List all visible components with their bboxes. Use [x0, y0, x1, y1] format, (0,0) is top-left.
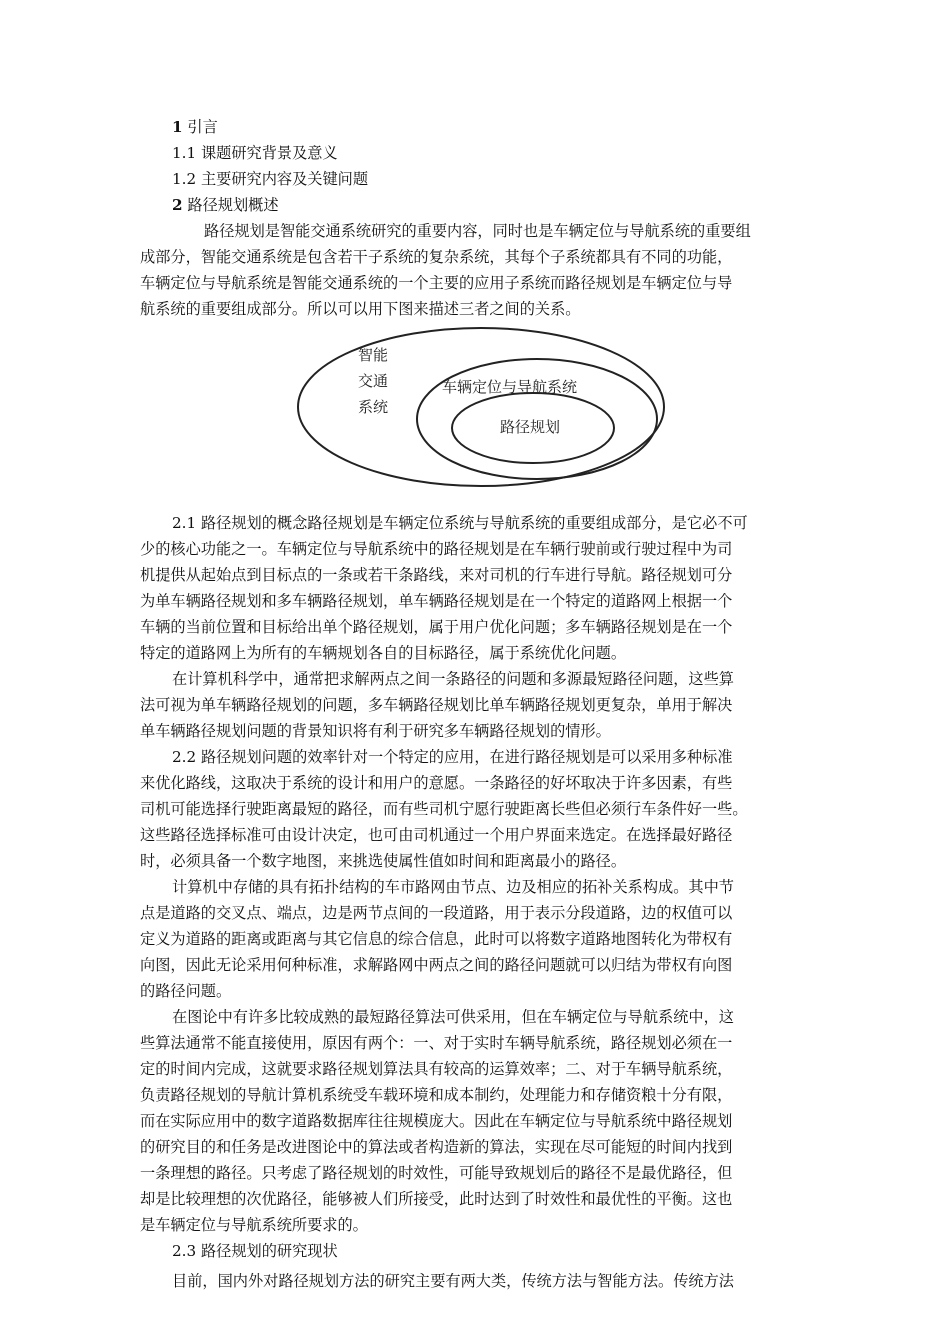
- graph-line: 在图论中有许多比较成熟的最短路径算法可供采用，但在车辆定位与导航系统中，这: [172, 1008, 734, 1026]
- heading-1-text: 引言: [182, 118, 218, 136]
- heading-2: [140, 192, 820, 218]
- intro-line: 路径规划是智能交通系统研究的重要内容，同时也是车辆定位与导航系统的重要组: [204, 222, 751, 240]
- graph-line: 而在实际应用中的数字道路数据库往往规模庞大。因此在车辆定位与导航系统中路径规划: [140, 1112, 733, 1130]
- heading-1-1: 1.1 课题研究背景及意义: [172, 144, 338, 162]
- outer-label-3: 系统: [358, 398, 389, 416]
- computer-science-paragraph: [140, 666, 820, 744]
- network-line: 的路径问题。: [140, 982, 232, 1000]
- nested-systems-diagram: [292, 325, 672, 491]
- graph-theory-paragraph: [140, 1004, 820, 1238]
- section-2-1-line: 2.1 路径规划的概念路径规划是车辆定位系统与导航系统的重要组成部分，是它必不可: [172, 514, 748, 532]
- graph-line: 却是比较理想的次优路径，能够被人们所接受，此时达到了时效性和最优性的平衡。这也: [140, 1190, 733, 1208]
- graph-line: 定的时间内完成，这就要求路径规划算法具有较高的运算效率；二、对于车辆导航系统，: [140, 1060, 733, 1078]
- section-2-2-paragraph: [140, 744, 820, 874]
- heading-2-text: 路径规划概述: [182, 196, 279, 214]
- cs-line: 法可视为单车辆路径规划的问题，多车辆路径规划比单车辆路径规划更复杂，单用于解决: [140, 696, 733, 714]
- graph-line: 一条理想的路径。只考虑了路径规划的时效性，可能导致规划后的路径不是最优路径，但: [140, 1164, 733, 1182]
- heading-1-2: 1.2 主要研究内容及关键问题: [172, 170, 369, 188]
- cs-line: 单车辆路径规划问题的背景知识将有利于研究多车辆路径规划的情形。: [140, 722, 611, 740]
- section-2-3-heading: 2.3 路径规划的研究现状: [172, 1242, 338, 1260]
- network-line: 定义为道路的距离或距离与其它信息的综合信息，此时可以将数字道路地图转化为带权有: [140, 930, 733, 948]
- network-line: 计算机中存储的具有拓扑结构的车市路网由节点、边及相应的拓补关系构成。其中节: [172, 878, 734, 896]
- heading-block: [140, 114, 820, 322]
- section-2-1-line: 特定的道路网上为所有的车辆规划各自的目标路径，属于系统优化问题。: [140, 644, 626, 662]
- section-2-1-line: 为单车辆路径规划和多车辆路径规划，单车辆路径规划是在一个特定的道路网上根据一个: [140, 592, 733, 610]
- section-2-1-line: 机提供从起始点到目标点的一条或若干条路线，来对司机的行车进行导航。路径规划可分: [140, 566, 733, 584]
- section-2-1-line: 少的核心功能之一。车辆定位与导航系统中的路径规划是在车辆行驶前或行驶过程中为司: [140, 540, 733, 558]
- section-2-1-paragraph: [140, 510, 820, 666]
- body-block: [140, 510, 820, 1294]
- heading-1: [140, 114, 820, 140]
- graph-line: 的研究目的和任务是改进图论中的算法或者构造新的算法，实现在尽可能短的时间内找到: [140, 1138, 733, 1156]
- intro-line: 车辆定位与导航系统是智能交通系统的一个主要的应用子系统而路径规划是车辆定位与导: [140, 274, 733, 292]
- outer-label-1: 智能: [358, 346, 389, 364]
- outer-label-2: 交通: [358, 372, 389, 390]
- road-network-paragraph: [140, 874, 820, 1004]
- section-2-2-line: 2.2 路径规划问题的效率针对一个特定的应用，在进行路径规划是可以采用多种标准: [172, 748, 733, 766]
- intro-paragraph: [140, 218, 820, 322]
- section-2-3-line: 目前，国内外对路径规划方法的研究主要有两大类，传统方法与智能方法。传统方法: [172, 1272, 734, 1290]
- section-2-1-line: 车辆的当前位置和目标给出单个路径规划，属于用户优化问题；多车辆路径规划是在一个: [140, 618, 733, 636]
- heading-1-number: 1: [172, 118, 183, 136]
- graph-line: 是车辆定位与导航系统所要求的。: [140, 1216, 368, 1234]
- graph-line: 负责路径规划的导航计算机系统受车载环境和成本制约，处理能力和存储资粮十分有限，: [140, 1086, 733, 1104]
- intro-line: 航系统的重要组成部分。所以可以用下图来描述三者之间的关系。: [140, 300, 581, 318]
- middle-label: 车辆定位与导航系统: [442, 378, 578, 396]
- section-2-2-line: 司机可能选择行驶距离最短的路径，而有些司机宁愿行驶距离长些但必须行车条件好一些。: [140, 800, 748, 818]
- network-line: 向图，因此无论采用何种标准，求解路网中两点之间的路径问题就可以归结为带权有向图: [140, 956, 733, 974]
- section-2-2-line: 来优化路线，这取决于系统的设计和用户的意愿。一条路径的好坏取决于许多因素，有些: [140, 774, 733, 792]
- section-2-2-line: 时，必须具备一个数字地图，来挑选使属性值如时间和距离最小的路径。: [140, 852, 626, 870]
- heading-2-number: 2: [172, 196, 183, 214]
- cs-line: 在计算机科学中，通常把求解两点之间一条路径的问题和多源最短路径问题，这些算: [172, 670, 734, 688]
- graph-line: 些算法通常不能直接使用，原因有两个：一、对于实时车辆导航系统，路径规划必须在一: [140, 1034, 733, 1052]
- outer-ellipse: [298, 328, 664, 486]
- section-2-3-paragraph: [140, 1268, 820, 1294]
- network-line: 点是道路的交叉点、端点，边是两节点间的一段道路，用于表示分段道路，边的权值可以: [140, 904, 733, 922]
- intro-line: 成部分，智能交通系统是包含若干子系统的复杂系统，其每个子系统都具有不同的功能，: [140, 248, 733, 266]
- section-2-2-line: 这些路径选择标准可由设计决定，也可由司机通过一个用户界面来选定。在选择最好路径: [140, 826, 733, 844]
- inner-label: 路径规划: [500, 418, 561, 436]
